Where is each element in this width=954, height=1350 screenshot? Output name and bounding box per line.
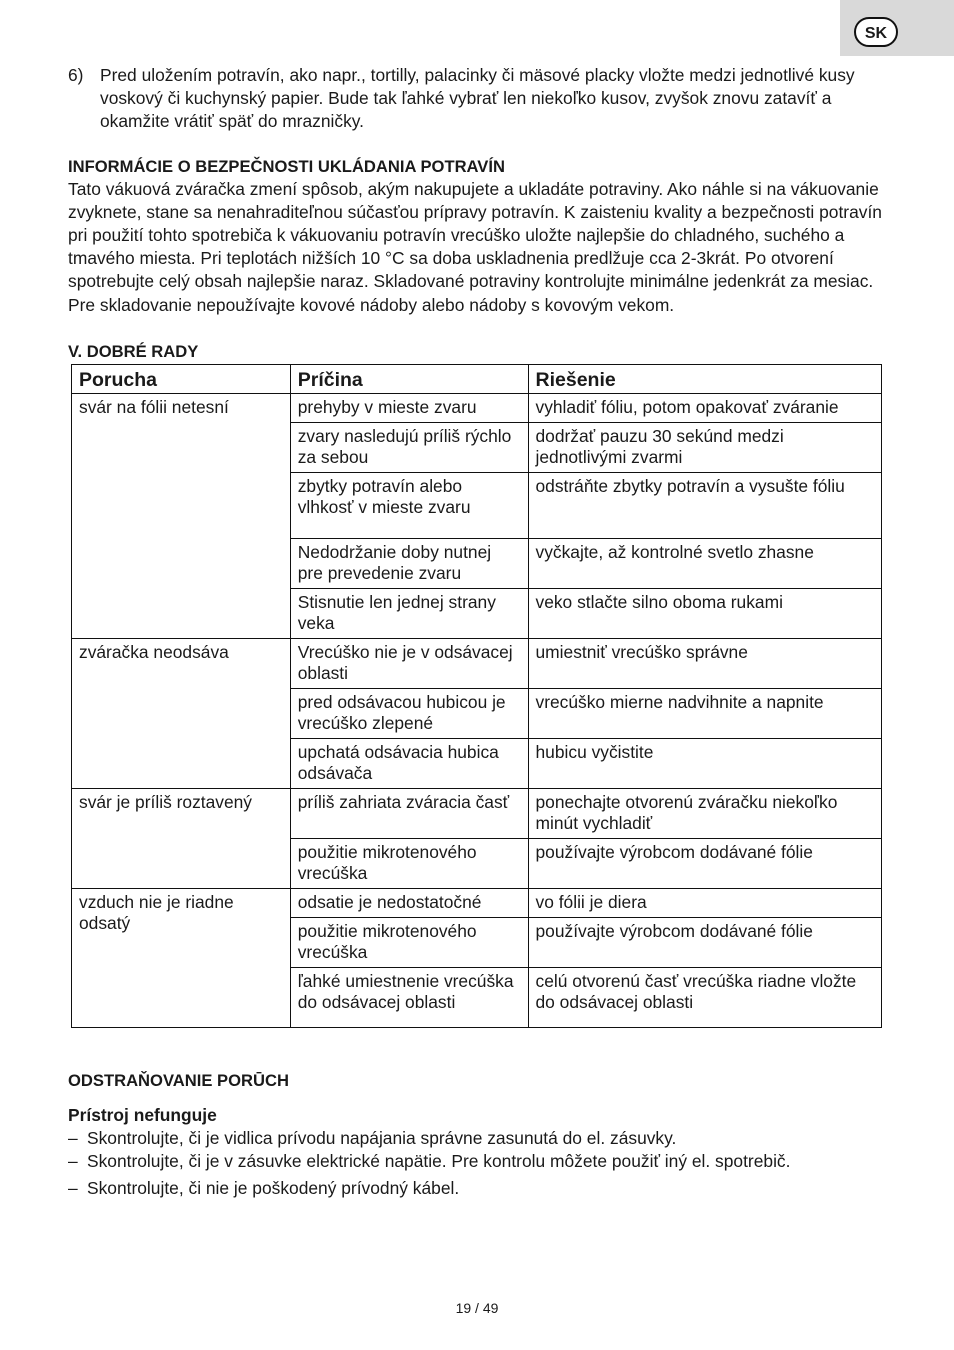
list-item <box>68 1177 888 1200</box>
item-text: Pred uložením potravín, ako napr., tortilly, palacinky či mäsové placky vložte medzi jednotlivé kusy voskový či kuchynský papier. Bude tak ľahké vybrať len niekoľko kusov, zvyšok znovu zatavíť a okamžite vrátiť späť do mrazničky. <box>100 65 855 132</box>
section-heading: ODSTRAŇOVANIE PORŪCH <box>68 1070 289 1090</box>
table-row <box>72 638 882 688</box>
item-number: 6) <box>68 65 84 85</box>
page-number: 19 / 49 <box>455 1300 499 1316</box>
solution-cell: hubicu vyčistite <box>528 738 882 788</box>
solution-cell: odstráňte zbytky potravín a vysušte fóliu <box>528 472 882 538</box>
dash-bullet: – <box>68 1128 78 1149</box>
language-badge: SK <box>854 17 898 47</box>
list-item-text: Skontrolujte, či je vidlica prívodu napájania správne zasunutá do el. zásuvky. <box>87 1128 677 1149</box>
solution-cell: dodržať pauzu 30 sekúnd medzi jednotlivými zvarmi <box>528 422 882 472</box>
list-item <box>68 1127 888 1150</box>
table-row <box>72 788 882 838</box>
solution-cell: celú otvorenú časť vrecúška riadne vložte do odsávacej oblasti <box>528 967 882 1027</box>
column-header: Porucha <box>72 364 291 393</box>
table-body <box>72 393 882 1027</box>
cause-cell: pred odsávacou hubicou je vrecúško zlepené <box>290 688 528 738</box>
cause-cell: Vrecúško nie je v odsávacej oblasti <box>290 638 528 688</box>
safety-info-section <box>68 156 888 317</box>
dash-bullet: – <box>68 1151 78 1172</box>
subheading: Prístroj nefunguje <box>68 1104 217 1125</box>
column-header: Riešenie <box>528 364 882 393</box>
table-row <box>72 888 882 917</box>
fault-cell: zváračka neodsáva <box>72 638 291 788</box>
troubleshooting-table <box>71 364 882 1028</box>
fault-cell: vzduch nie je riadne odsatý <box>72 888 291 1027</box>
cause-cell: ľahké umiestnenie vrecúška do odsávacej oblasti <box>290 967 528 1027</box>
solution-cell: umiestniť vrecúško správne <box>528 638 882 688</box>
cause-cell: použitie mikrotenového vrecúška <box>290 917 528 967</box>
repair-section <box>68 1070 888 1201</box>
cause-cell: použitie mikrotenového vrecúška <box>290 838 528 888</box>
cause-cell: Stisnutie len jednej strany veka <box>290 588 528 638</box>
section-paragraph: Tato vákuová zváračka zmení spôsob, akým nakupujete a ukladáte potraviny. Ako náhle si na vákuovanie zvyknete, stane sa nenahraditeľnou súčasťou prípravy potravín. K zaisteniu kvality a bezpečnosti potravín pri použití tohto spotrebiča k vákuovaniu potravín vrecúško uložte najlepšie do chladného, suchého a tmavého miesta. Pri teplotách nižších 10 °C sa doba uskladnenia predlžuje cca 2-3krát. Po otvorení spotrebujte celý obsah najlepšie naraz. Skladované potraviny kontrolujte minimálne jedenkrát za mesiac. Pre skladovanie nepoužívajte kovové nádoby alebo nádoby s kovovým vekom. <box>68 178 882 315</box>
table-row <box>72 393 882 422</box>
cause-cell: prehyby v mieste zvaru <box>290 393 528 422</box>
cause-cell: príliš zahriata zváracia časť <box>290 788 528 838</box>
list-item <box>68 1150 888 1173</box>
list-item-text: Skontrolujte, či nie je poškodený prívodný kábel. <box>87 1178 460 1199</box>
cause-cell: upchatá odsávacia hubica odsávača <box>290 738 528 788</box>
solution-cell: vyhladiť fóliu, potom opakovať zváranie <box>528 393 882 422</box>
solution-cell: veko stlačte silno oboma rukami <box>528 588 882 638</box>
solution-cell: ponechajte otvorenú zváračku niekoľko minút vychladiť <box>528 788 882 838</box>
cause-cell: zvary nasledujú príliš rýchlo za sebou <box>290 422 528 472</box>
list-item-6 <box>68 64 888 134</box>
list-item-text: Skontrolujte, či je v zásuvke elektrické napätie. Pre kontrolu môžete použiť iný el. spotrebič. <box>87 1151 791 1172</box>
solution-cell: vo fólii je diera <box>528 888 882 917</box>
column-header: Príčina <box>290 364 528 393</box>
solution-cell: používajte výrobcom dodávané fólie <box>528 838 882 888</box>
cause-cell: zbytky potravín alebo vlhkosť v mieste zvaru <box>290 472 528 538</box>
solution-cell: používajte výrobcom dodávané fólie <box>528 917 882 967</box>
cause-cell: Nedodržanie doby nutnej pre prevedenie zvaru <box>290 538 528 588</box>
fault-cell: svár na fólii netesní <box>72 393 291 638</box>
tips-section <box>68 341 888 1028</box>
table-header-row <box>72 364 882 393</box>
page-content <box>68 64 888 1201</box>
section-heading: INFORMÁCIE O BEZPEČNOSTI UKLÁDANIA POTRAVÍN <box>68 156 505 176</box>
language-tab <box>840 0 954 56</box>
dash-bullet: – <box>68 1178 78 1199</box>
solution-cell: vyčkajte, až kontrolné svetlo zhasne <box>528 538 882 588</box>
cause-cell: odsatie je nedostatočné <box>290 888 528 917</box>
solution-cell: vrecúško mierne nadvihnite a napnite <box>528 688 882 738</box>
fault-cell: svár je príliš roztavený <box>72 788 291 888</box>
section-heading: V. DOBRÉ RADY <box>68 341 199 361</box>
